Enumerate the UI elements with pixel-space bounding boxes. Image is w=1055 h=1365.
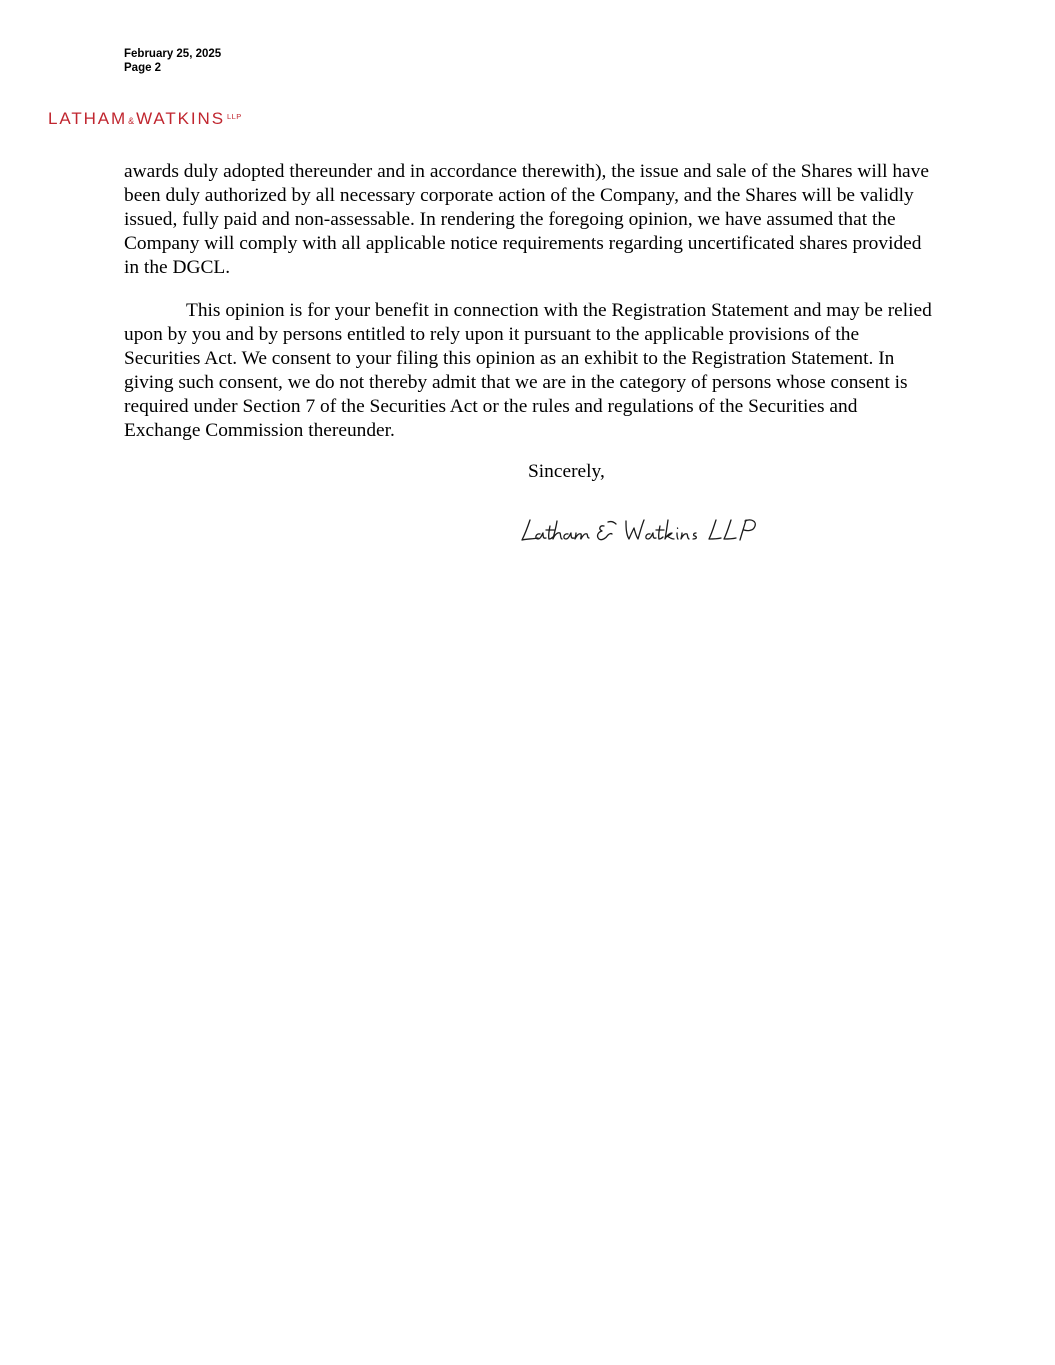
logo-suffix-llp: LLP bbox=[226, 112, 242, 121]
letter-date: February 25, 2025 bbox=[124, 48, 222, 60]
closing-salutation: Sincerely, bbox=[528, 461, 605, 482]
page-number: Page 2 bbox=[124, 62, 162, 74]
logo-ampersand: & bbox=[128, 116, 135, 126]
logo-text-latham: LATHAM bbox=[48, 109, 128, 128]
body-paragraph-2: This opinion is for your benefit in connection with the Registration Statement and may be relied upon by you and by persons entitled to rely upon it pursuant to the applicable provisions of the Securities Act. We consent to your filing this opinion as an exhibit to the Registration Statement. In giving such consent, we do not thereby admit that we are in the category of persons whose consent is required under Section 7 of the Securities Act or the rules and regulations of the Securities and Exchange Commission thereunder. bbox=[124, 300, 932, 441]
firm-logo bbox=[48, 109, 242, 133]
page-header-meta bbox=[124, 47, 221, 75]
logo-text-watkins: WATKINS bbox=[136, 109, 225, 128]
signature-image bbox=[516, 512, 766, 552]
body-paragraph-1: awards duly adopted thereunder and in accordance therewith), the issue and sale of the Shares will have been duly authorized by all necessary corporate action of the Company, and the Shares will be validly issued, fully paid and non-assessable. In rendering the foregoing opinion, we have assumed that the Company will comply with all applicable notice requirements regarding uncertificated shares provided in the DGCL. bbox=[124, 161, 929, 278]
